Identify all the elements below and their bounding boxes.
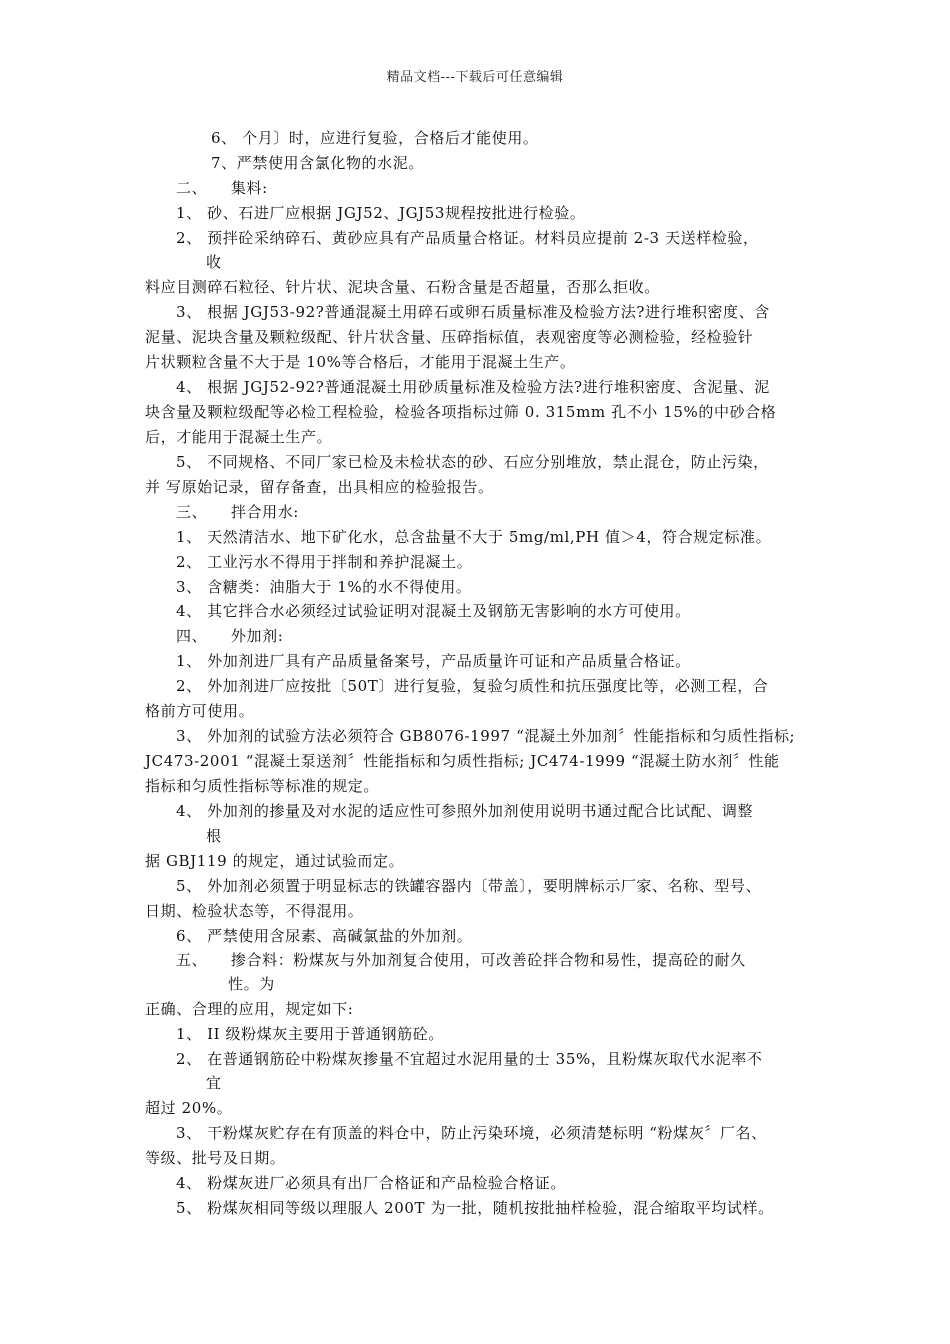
text-line: 6、 个月〕时，应进行复验，合格后才能使用。 bbox=[211, 129, 539, 147]
text-line: 2、 在普通钢筋砼中粉煤灰掺量不宜超过水泥用量的士 35%，且粉煤灰取代水泥率不 bbox=[176, 1050, 763, 1068]
text-line: 1、 天然清洁水、地下矿化水，总含盐量不大于 5mg/ml,PH 值＞4，符合规定标准。 bbox=[176, 528, 772, 546]
text-line: 性。为 bbox=[228, 975, 275, 993]
text-line: 4、 外加剂的掺量及对水泥的适应性可参照外加剂使用说明书通过配合比试配、调整 bbox=[176, 802, 754, 820]
text-line: 4、 其它拌合水必须经过试验证明对混凝土及钢筋无害影响的水方可使用。 bbox=[176, 602, 691, 620]
text-line: 根 bbox=[206, 827, 222, 845]
section-heading: 五、 掺合料：粉煤灰与外加剂复合使用，可改善砼拌合物和易性，提高砼的耐久 bbox=[176, 951, 746, 969]
text-line: 泥量、泥块含量及颗粒级配、针片状含量、压碎指标值，表观密度等必测检验，经检验针 bbox=[145, 328, 754, 346]
text-line: 宜 bbox=[206, 1074, 222, 1092]
text-line: 日期、检验状态等，不得混用。 bbox=[145, 902, 364, 920]
text-line: 1、 外加剂进厂具有产品质量备案号，产品质量许可证和产品质量合格证。 bbox=[176, 652, 691, 670]
text-line: 后，才能用于混凝土生产。 bbox=[145, 428, 333, 446]
text-line: 3、 外加剂的试验方法必须符合 GB8076-1997 “混凝土外加剂〞性能指标和匀质性指标; bbox=[176, 727, 796, 745]
text-line: 超过 20%。 bbox=[145, 1099, 233, 1117]
section-heading: 二、 集料: bbox=[176, 179, 268, 197]
text-line: 指标和匀质性指标等标准的规定。 bbox=[145, 777, 380, 795]
text-line: 据 GBJ119 的规定，通过试验而定。 bbox=[145, 852, 405, 870]
text-line: 1、 II 级粉煤灰主要用于普通钢筋砼。 bbox=[176, 1025, 444, 1043]
text-line: 块含量及颗粒级配等必检工程检验，检验各项指标过筛 0. 315mm 孔不小 15%的中砂合格 bbox=[145, 403, 777, 421]
text-line: 3、 干粉煤灰贮存在有顶盖的料仓中，防止污染环境，必须清楚标明 “粉煤灰〞厂名、 bbox=[176, 1124, 767, 1142]
text-line: 并 写原始记录，留存备查，出具相应的检验报告。 bbox=[145, 478, 494, 496]
text-line: 格前方可使用。 bbox=[145, 702, 255, 720]
text-line: 3、 根据 JGJ53-92?普通混凝土用碎石或卵石质量标准及检验方法?进行堆积密度、含 bbox=[176, 303, 770, 321]
text-line: 等级、批号及日期。 bbox=[145, 1149, 286, 1167]
text-line: 5、 外加剂必须置于明显标志的铁罐容器内〔带盖〕，要明牌标示厂家、名称、型号、 bbox=[176, 877, 762, 895]
text-line: 5、 粉煤灰相同等级以理服人 200T 为一批，随机按批抽样检验，混合缩取平均试样。 bbox=[176, 1199, 774, 1217]
text-line: 收 bbox=[206, 253, 222, 271]
text-line: 3、 含糖类：油脂大于 1%的水不得使用。 bbox=[176, 578, 472, 596]
section-heading: 四、 外加剂: bbox=[176, 627, 284, 645]
section-heading: 三、 拌合用水: bbox=[176, 503, 299, 521]
text-line: 7、严禁使用含氯化物的水泥。 bbox=[211, 154, 424, 172]
page-header: 精品文档---下载后可任意编辑 bbox=[386, 70, 564, 85]
text-line: 正确、合理的应用，规定如下: bbox=[145, 1000, 354, 1018]
text-line: 6、 严禁使用含尿素、高碱氯盐的外加剂。 bbox=[176, 927, 473, 945]
text-line: JC473-2001 “混凝土泵送剂〞性能指标和匀质性指标; JC474-1999 “混凝土防水剂〞性能 bbox=[145, 752, 780, 770]
text-line: 2、 外加剂进厂应按批〔50T〕进行复验，复验匀质性和抗压强度比等，必测工程，合 bbox=[176, 677, 769, 695]
text-line: 1、 砂、石进厂应根据 JGJ52、JGJ53规程按批进行检验。 bbox=[176, 204, 586, 222]
text-line: 4、 粉煤灰进厂必须具有出厂合格证和产品检验合格证。 bbox=[176, 1174, 566, 1192]
text-line: 4、 根据 JGJ52-92?普通混凝土用砂质量标准及检验方法?进行堆积密度、含泥量、泥 bbox=[176, 378, 770, 396]
text-line: 片状颗粒含量不大于是 10%等合格后，才能用于混凝土生产。 bbox=[145, 353, 576, 371]
text-line: 5、 不同规格、不同厂家已检及未检状态的砂、石应分别堆放，禁止混仓，防止污染， bbox=[176, 453, 769, 471]
text-line: 2、 预拌砼采纳碎石、黄砂应具有产品质量合格证。材料员应提前 2-3 天送样检验， bbox=[176, 229, 759, 247]
text-line: 料应目测碎石粒径、针片状、泥块含量、石粉含量是否超量，否那么拒收。 bbox=[145, 278, 660, 296]
text-line: 2、 工业污水不得用于拌制和养护混凝土。 bbox=[176, 553, 473, 571]
